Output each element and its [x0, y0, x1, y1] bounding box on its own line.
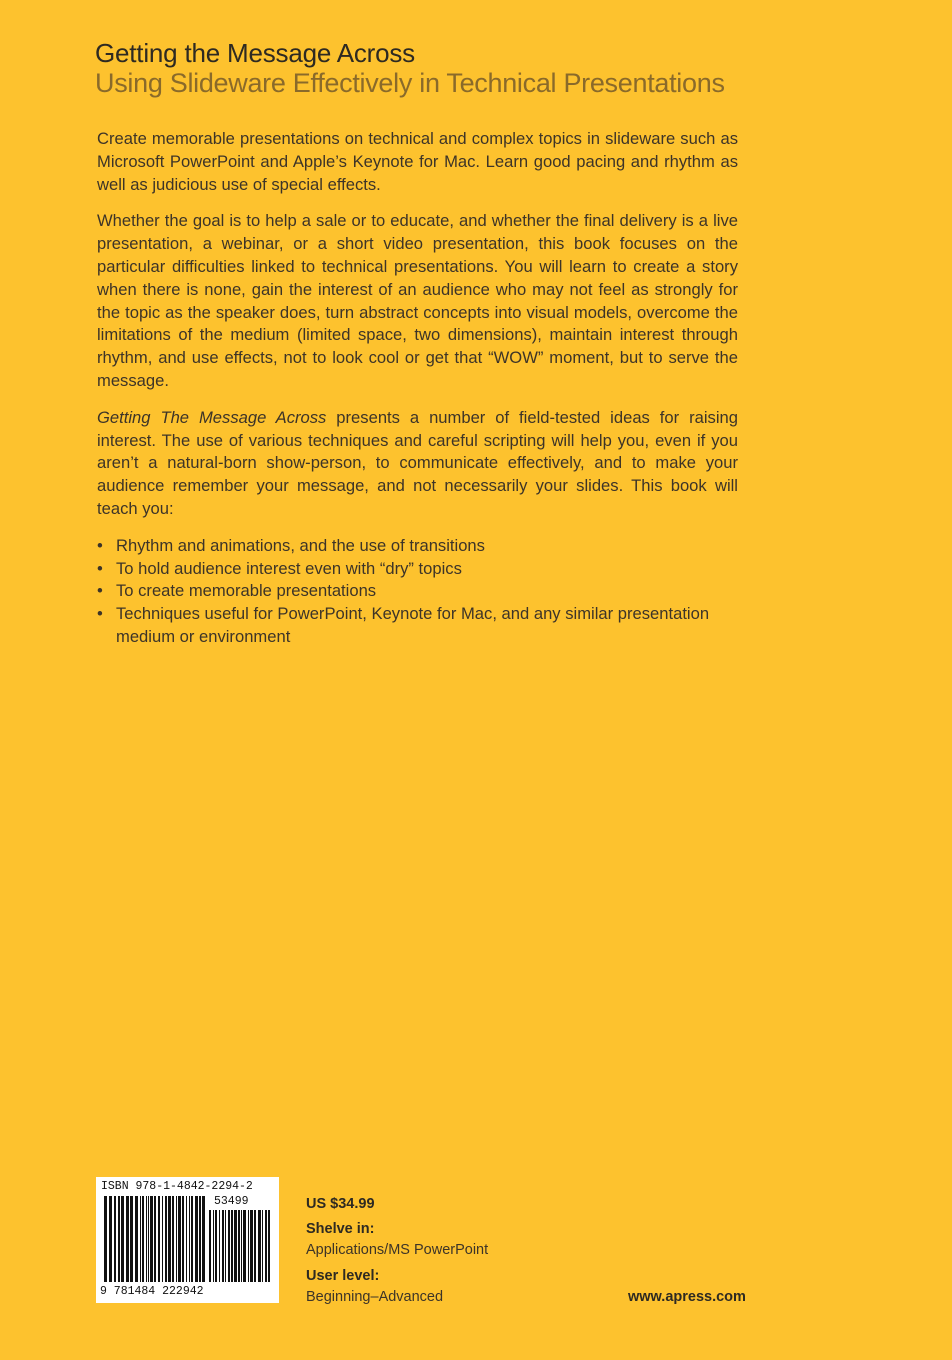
list-item: [97, 603, 738, 649]
list-item: [97, 580, 738, 603]
description-paragraph-2: Whether the goal is to help a sale or to educate, and whether the final delivery is a live presentation, a webinar, or a short video presentation, this book focuses on the particular difficulties linked to technical presentations. You will learn to create a story when there is none, gain the interest of an audience who may not feel as strongly for the topic as the speaker does, turn abstract concepts into visual models, overcome the limitations of the medium (limited space, two dimensions), maintain interest through rhythm, and use effects, not to look cool or get that “WOW” moment, but to serve the message.: [97, 211, 738, 390]
book-title-italic: Getting The Message Across: [97, 407, 327, 427]
user-level-label: User level:: [306, 1268, 380, 1284]
list-item-text: Rhythm and animations, and the use of transitions: [116, 535, 485, 555]
list-item-text: To hold audience interest even with “dry” topics: [116, 558, 462, 578]
book-title: Getting the Message Across: [95, 38, 415, 68]
bullet-icon: •: [97, 535, 103, 555]
list-item: [97, 535, 738, 558]
barcode-bars: [104, 1196, 206, 1282]
description-paragraph-1: Create memorable presentations on technical and complex topics in slideware such as Microsoft PowerPoint and Apple’s Keynote for Mac. Learn good pacing and rhythm as well as judicious use of special effects.: [97, 129, 738, 194]
list-item: [97, 558, 738, 581]
shelve-label: Shelve in:: [306, 1221, 375, 1237]
addon-barcode-bars: [209, 1210, 271, 1282]
isbn-label: ISBN 978-1-4842-2294-2: [101, 1180, 253, 1193]
book-subtitle: Using Slideware Effectively in Technical Presentations: [95, 68, 725, 98]
description-paragraph-3: [97, 407, 738, 521]
bullet-icon: •: [97, 604, 103, 624]
price-addon-digits: 53499: [214, 1195, 249, 1208]
list-item-text: Techniques useful for PowerPoint, Keynote for Mac, and any similar presentation medium or environment: [116, 604, 710, 646]
website-link[interactable]: www.apress.com: [628, 1289, 746, 1305]
shelve-value: Applications/MS PowerPoint: [306, 1242, 489, 1258]
paragraph-3-text: presents a number of field-tested ideas for raising interest. The use of various techniques and careful scripting will help you, even if you aren’t a natural-born show-person, to communicate effectively, and to make your audience remember your message, and not necessarily your slides. This book will teach you:: [97, 407, 738, 518]
list-item-text: To create memorable presentations: [116, 581, 377, 601]
price: US $34.99: [306, 1196, 375, 1212]
user-level-value: Beginning–Advanced: [306, 1289, 444, 1305]
barcode: [96, 1177, 279, 1303]
bullet-icon: •: [97, 581, 103, 601]
description: [97, 128, 738, 649]
bullet-icon: •: [97, 558, 103, 578]
ean-digits: 9 781484 222942: [100, 1285, 204, 1298]
learning-list: [97, 535, 738, 649]
